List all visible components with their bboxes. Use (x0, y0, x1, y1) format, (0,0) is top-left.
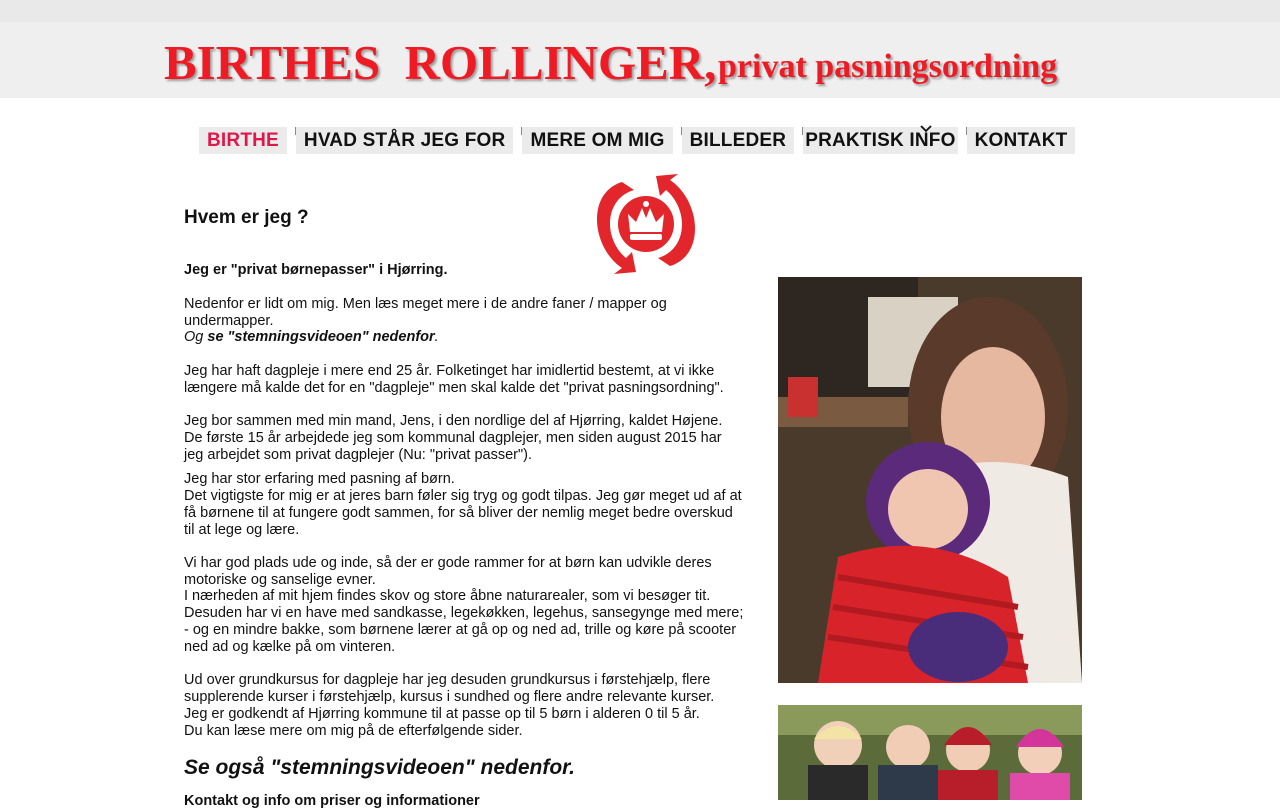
nav-gap (958, 127, 966, 154)
site-subtitle: privat pasningsordning (718, 48, 1058, 85)
nav-gap (287, 127, 295, 154)
intro-text: Jeg er "privat børnepasser" i Hjørring. (184, 262, 448, 278)
paragraph: I nærheden af mit hjem findes skov og store åbne naturarealer, som vi besøger tit. (184, 588, 711, 604)
nav-item-hvad-staar-jeg-for[interactable]: HVAD STÅR JEG FOR (296, 127, 514, 154)
paragraph: Jeg har haft dagpleje i mere end 25 år. Folketinget har imidlertid bestemt, at vi ikke længere må kalde det for en "dagpleje" men skal kalde det "privat pasningsordning". (184, 363, 724, 396)
paragraph: Desuden har vi en have med sandkasse, legekøkken, legehus, sansegynge med mere; - og en mindre bakke, som børnene lærer at gå op og ned ad, trille og køre på scooter ned ad og kælke på om vinteren. (184, 605, 744, 655)
nav-item-birthe[interactable]: BIRTHE (199, 127, 287, 154)
site-title: BIRTHES ROLLINGER, (164, 35, 717, 90)
paragraph: Du kan læse mere om mig på de efterfølgende sider. (184, 723, 523, 739)
paragraph: Jeg er godkendt af Hjørring kommune til at passe op til 5 børn i alderen 0 til 5 år. (184, 706, 700, 722)
nav-item-mere-om-mig[interactable]: MERE OM MIG (522, 127, 672, 154)
page-heading: Hvem er jeg ? (184, 207, 309, 228)
paragraph: Det vigtigste for mig er at jeres barn føler sig tryg og godt tilpas. Jeg gør meget ud af at få børnene til at fungere godt sammen, for så bliver der nemlig meget bedre overskud til at lege og lære. (184, 488, 742, 538)
photo-woman-with-child (778, 277, 1082, 683)
nav-item-billeder[interactable]: BILLEDER (682, 127, 795, 154)
top-strip (0, 0, 1280, 22)
video-hint-prefix: Og (184, 329, 208, 345)
video-hint-link[interactable]: se "stemningsvideoen" nedenfor (207, 329, 435, 345)
chevron-down-icon[interactable] (919, 124, 933, 134)
paragraph: Jeg har stor erfaring med pasning af børn. (184, 471, 455, 487)
paragraph: Ud over grundkursus for dagpleje har jeg desuden grundkursus i førstehjælp, flere supplerende kurser i førstehjælp, kursus i sundhed og flere andre relevante kurser. (184, 672, 715, 705)
paragraph: Nedenfor er lidt om mig. Men læs meget mere i de andre faner / mapper og undermapper. (184, 296, 667, 329)
photo-children (778, 705, 1082, 800)
video-hint (184, 329, 744, 346)
nav-item-praktisk-info[interactable]: PRAKTISK INFO (803, 127, 957, 154)
video-hint-suffix: . (434, 329, 439, 345)
paragraph: De første 15 år arbejdede jeg som kommunal dagplejer, men siden august 2015 har jeg arbejdet som privat dagplejer (Nu: "privat passer"). (184, 430, 722, 463)
nav-item-kontakt[interactable]: KONTAKT (967, 127, 1076, 154)
nav-gap (673, 127, 681, 154)
nav-gap (513, 127, 521, 154)
partial-text: Kontakt og info om priser og informationer (184, 793, 480, 809)
nav-gap (794, 127, 802, 154)
paragraph: Jeg bor sammen med min mand, Jens, i den nordlige del af Hjørring, kaldet Højene. (184, 413, 723, 429)
paragraph: Vi har god plads ude og inde, så der er gode rammer for at børn kan udvikle deres motoriske og sanselige evner. (184, 555, 712, 588)
main-nav (199, 127, 1075, 154)
video-heading: Se også "stemningsvideoen" nedenfor. (184, 756, 576, 779)
crown-logo-icon (592, 174, 700, 274)
